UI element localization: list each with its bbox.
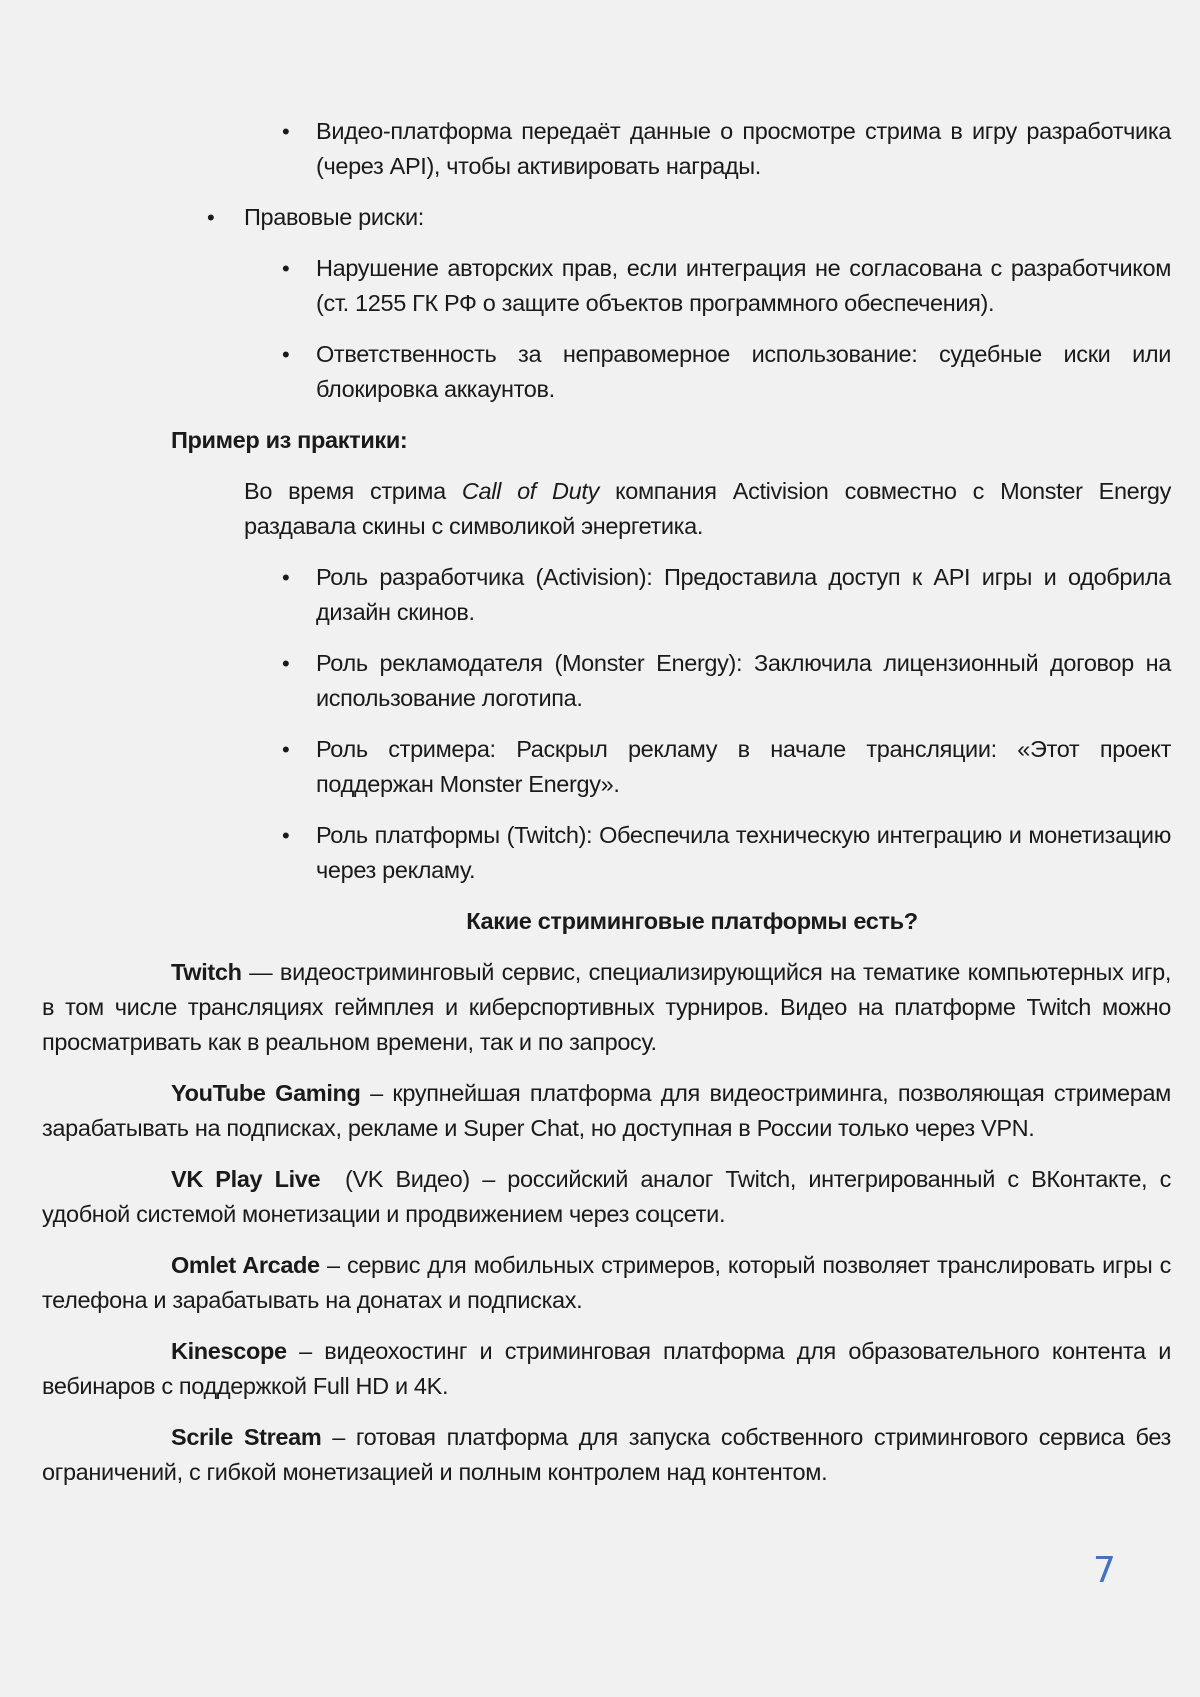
platform-description: — видеостриминговый сервис, специализирующийся на тематике компьютерных игр, в том числе трансляциях геймплея и киберспортивных турниров. Видео на платформе Twitch можно просматривать как в реальном времени, так и по запросу. (42, 959, 1171, 1055)
example-heading: Пример из практики: (171, 427, 408, 453)
example-paragraph (244, 474, 1171, 544)
list-item-text: Видео-платформа передаёт данные о просмотре стрима в игру разработчика (через API), чтобы активировать награды. (316, 118, 1171, 179)
list-item-text: Ответственность за неправомерное использование: судебные иски или блокировка аккаунтов. (316, 341, 1171, 402)
platform-paragraph-scrile-stream (42, 1420, 1171, 1490)
bullet-icon: • (282, 342, 290, 367)
platform-name: Scrile Stream (171, 1424, 322, 1450)
list-item-role (282, 732, 1171, 802)
example-game-title: Call of Duty (461, 478, 599, 504)
section-heading: Какие стриминговые платформы есть? (466, 908, 918, 934)
list-item (282, 114, 1171, 184)
list-item-text: Роль рекламодателя (Monster Energy): Заключила лицензионный договор на использование логотипа. (316, 650, 1171, 711)
platform-name: YouTube Gaming (171, 1080, 361, 1106)
platform-paragraph-youtube-gaming (42, 1076, 1171, 1146)
list-item-text: Роль платформы (Twitch): Обеспечила техническую интеграцию и монетизацию через рекламу. (316, 822, 1171, 883)
bullet-icon: • (282, 565, 290, 590)
platform-paragraph-vk-play-live (42, 1162, 1178, 1232)
platform-name: VK Play Live (171, 1166, 321, 1192)
platform-paragraph-twitch (42, 955, 1171, 1060)
list-item-role (282, 560, 1171, 630)
list-item-text: Роль стримера: Раскрыл рекламу в начале трансляции: «Этот проект поддержан Monster Energy». (316, 736, 1171, 797)
example-text-before: Во время стрима (244, 478, 462, 504)
platform-description: – крупнейшая платформа для видеостриминга, позволяющая стримерам зарабатывать на подписках, рекламе и Super Chat, но доступная в России только через VPN. (42, 1080, 1171, 1141)
example-text-after: компания Activision совместно с Monster Energy раздавала скины с символикой энергетика. (244, 478, 1171, 539)
platform-description: – сервис для мобильных стримеров, который позволяет транслировать игры с телефона и зарабатывать на донатах и подписках. (42, 1252, 1171, 1313)
platform-description: – видеохостинг и стриминговая платформа для образовательного контента и вебинаров с поддержкой Full HD и 4K. (42, 1338, 1171, 1399)
legal-risks-label: Правовые риски: (244, 204, 424, 230)
list-item (282, 251, 1171, 321)
page-number: 7 (1093, 1550, 1116, 1591)
list-item-text: Нарушение авторских прав, если интеграция не согласована с разработчиком (ст. 1255 ГК РФ о защите объектов программного обеспечения). (316, 255, 1171, 316)
bullet-icon: • (282, 119, 290, 144)
platform-paragraph-omlet-arcade (42, 1248, 1171, 1318)
platform-name: Omlet Arcade (171, 1252, 320, 1278)
list-item-text: Роль разработчика (Activision): Предоставила доступ к API игры и одобрила дизайн скинов. (316, 564, 1171, 625)
bullet-icon: • (207, 205, 215, 230)
list-item-role (282, 646, 1171, 716)
platform-paragraph-kinescope (42, 1334, 1171, 1404)
document-page (42, 114, 1178, 1490)
platform-name: Kinescope (171, 1338, 287, 1364)
bullet-icon: • (282, 256, 290, 281)
platform-description: – готовая платформа для запуска собственного стримингового сервиса без ограничений, с гибкой монетизацией и полным контролем над контентом. (42, 1424, 1171, 1485)
list-item-legal-risks (207, 200, 1171, 235)
bullet-icon: • (282, 651, 290, 676)
list-item (282, 337, 1171, 407)
bullet-icon: • (282, 823, 290, 848)
bullet-icon: • (282, 737, 290, 762)
platform-description: (VK Видео) – российский аналог Twitch, интегрированный с ВКонтакте, с удобной системой монетизации и продвижением через соцсети. (42, 1166, 1178, 1227)
list-item-role (282, 818, 1171, 888)
platform-name: Twitch (171, 959, 242, 985)
